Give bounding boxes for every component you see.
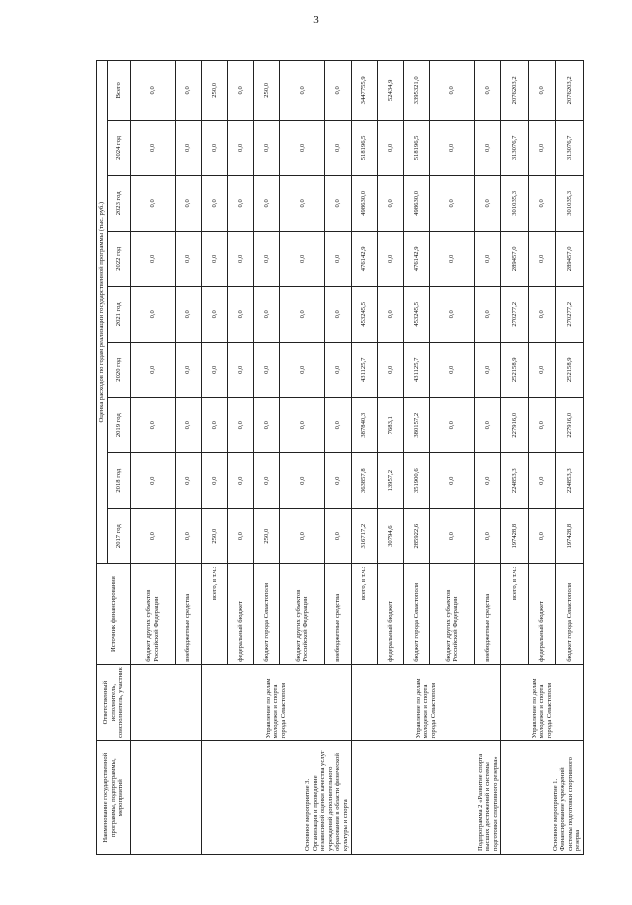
year-value-cell: 7683,1 xyxy=(377,398,403,453)
year-value-cell: 0,0 xyxy=(325,287,351,342)
year-value-cell: 0,0 xyxy=(201,287,227,342)
funding-source-cell: бюджет города Севастополя xyxy=(254,564,280,664)
year-value-cell: 0,0 xyxy=(227,453,253,508)
year-value-cell: 0,0 xyxy=(475,231,501,286)
funding-source-cell: бюджет города Севастополя xyxy=(403,564,429,664)
year-value-cell: 270277,2 xyxy=(556,287,584,342)
total-value-cell: 0,0 xyxy=(528,61,555,121)
funding-source-cell: внебюджетные средства xyxy=(325,564,351,664)
funding-source-cell: внебюджетные средства xyxy=(175,564,201,664)
year-value-cell: 227916,0 xyxy=(556,398,584,453)
year-value-cell: 0,0 xyxy=(175,508,201,563)
responsible-cell xyxy=(130,664,201,741)
year-value-cell: 498630,0 xyxy=(351,176,377,231)
year-value-cell: 0,0 xyxy=(130,398,175,453)
page-number: 3 xyxy=(313,14,319,26)
header-year: 2022 год xyxy=(107,231,130,286)
year-value-cell: 0,0 xyxy=(430,398,475,453)
year-value-cell: 0,0 xyxy=(325,120,351,175)
year-value-cell: 0,0 xyxy=(227,120,253,175)
year-value-cell: 0,0 xyxy=(201,176,227,231)
year-value-cell: 0,0 xyxy=(280,508,325,563)
header-responsible: Ответственный исполнитель, соисполнитель, участник xyxy=(97,664,131,741)
year-value-cell: 197428,8 xyxy=(556,508,584,563)
table-row xyxy=(351,61,377,855)
year-value-cell: 0,0 xyxy=(475,453,501,508)
year-value-cell: 0,0 xyxy=(175,231,201,286)
funding-source-cell: федеральный бюджет xyxy=(528,564,555,664)
year-value-cell: 476142,9 xyxy=(351,231,377,286)
funding-source-cell: всего, в т.ч.: xyxy=(501,564,528,664)
year-value-cell: 0,0 xyxy=(377,120,403,175)
year-value-cell: 0,0 xyxy=(325,508,351,563)
year-value-cell: 0,0 xyxy=(528,342,555,397)
year-value-cell: 0,0 xyxy=(201,342,227,397)
total-value-cell: 0,0 xyxy=(325,61,351,121)
funding-source-cell: внебюджетные средства xyxy=(475,564,501,664)
year-value-cell: 0,0 xyxy=(201,120,227,175)
header-total: Всего xyxy=(107,61,130,121)
year-value-cell: 0,0 xyxy=(430,508,475,563)
year-value-cell: 0,0 xyxy=(175,287,201,342)
year-value-cell: 316717,2 xyxy=(351,508,377,563)
year-value-cell: 0,0 xyxy=(325,453,351,508)
total-value-cell: 0,0 xyxy=(475,61,501,121)
funding-source-cell: всего, в т.ч.: xyxy=(351,564,377,664)
responsible-cell: Управление по делам молодежи и спорта города Севастополя xyxy=(351,664,501,741)
year-value-cell: 252158,9 xyxy=(556,342,584,397)
total-value-cell: 0,0 xyxy=(130,61,175,121)
header-estimate: Оценка расходов по годам реализации государственной программы (тыс. руб.) xyxy=(97,61,108,564)
year-value-cell: 0,0 xyxy=(130,453,175,508)
year-value-cell: 0,0 xyxy=(325,398,351,453)
year-value-cell: 0,0 xyxy=(201,453,227,508)
year-value-cell: 197428,8 xyxy=(501,508,528,563)
year-value-cell: 0,0 xyxy=(475,342,501,397)
year-value-cell: 453245,5 xyxy=(403,287,429,342)
year-value-cell: 0,0 xyxy=(175,342,201,397)
year-value-cell: 498630,0 xyxy=(403,176,429,231)
year-value-cell: 0,0 xyxy=(201,398,227,453)
total-value-cell: 250,0 xyxy=(201,61,227,121)
year-value-cell: 0,0 xyxy=(254,176,280,231)
year-value-cell: 0,0 xyxy=(377,287,403,342)
year-value-cell: 518196,5 xyxy=(403,120,429,175)
total-value-cell: 3395321,0 xyxy=(403,61,429,121)
year-value-cell: 0,0 xyxy=(528,453,555,508)
year-value-cell: 0,0 xyxy=(227,508,253,563)
year-value-cell: 0,0 xyxy=(130,287,175,342)
year-value-cell: 0,0 xyxy=(280,342,325,397)
program-name-cell xyxy=(130,741,201,855)
year-value-cell: 0,0 xyxy=(227,342,253,397)
year-value-cell: 0,0 xyxy=(528,398,555,453)
year-value-cell: 0,0 xyxy=(175,398,201,453)
year-value-cell: 0,0 xyxy=(280,398,325,453)
total-value-cell: 250,0 xyxy=(254,61,280,121)
table-body xyxy=(130,61,583,855)
total-value-cell: 3447755,9 xyxy=(351,61,377,121)
year-value-cell: 250,0 xyxy=(254,508,280,563)
year-value-cell: 0,0 xyxy=(430,453,475,508)
year-value-cell: 0,0 xyxy=(280,287,325,342)
year-value-cell: 387840,3 xyxy=(351,398,377,453)
total-value-cell: 0,0 xyxy=(227,61,253,121)
year-value-cell: 0,0 xyxy=(475,120,501,175)
funding-source-cell: бюджет других субъектов Российской Федерации xyxy=(430,564,475,664)
year-value-cell: 0,0 xyxy=(430,287,475,342)
responsible-cell: Управление по делам молодежи и спорта города Севастополя xyxy=(501,664,584,741)
table-row xyxy=(201,61,227,855)
year-value-cell: 351900,6 xyxy=(403,453,429,508)
year-value-cell: 30794,6 xyxy=(377,508,403,563)
year-value-cell: 224853,3 xyxy=(556,453,584,508)
header-year: 2017 год xyxy=(107,508,130,563)
total-value-cell: 2076203,2 xyxy=(556,61,584,121)
funding-source-cell: бюджет города Севастополя xyxy=(556,564,584,664)
program-name-cell: Основное мероприятие 3. Организация и проведение независимой оценки качества услуг учреждений дополнительного образования в области физической культуры и спорта xyxy=(201,741,351,855)
responsible-cell: Управление по делам молодежи и спорта города Севастополя xyxy=(201,664,351,741)
header-source: Источник финансирования xyxy=(97,564,131,664)
year-value-cell: 0,0 xyxy=(430,120,475,175)
year-value-cell: 476142,9 xyxy=(403,231,429,286)
funding-source-cell: федеральный бюджет xyxy=(377,564,403,664)
year-value-cell: 380157,2 xyxy=(403,398,429,453)
total-value-cell: 2076203,2 xyxy=(501,61,528,121)
year-value-cell: 518196,5 xyxy=(351,120,377,175)
total-value-cell: 0,0 xyxy=(430,61,475,121)
year-value-cell: 0,0 xyxy=(325,231,351,286)
year-value-cell: 0,0 xyxy=(377,342,403,397)
year-value-cell: 0,0 xyxy=(430,342,475,397)
year-value-cell: 431125,7 xyxy=(351,342,377,397)
funding-table xyxy=(96,60,584,855)
total-value-cell: 0,0 xyxy=(280,61,325,121)
year-value-cell: 0,0 xyxy=(377,176,403,231)
year-value-cell: 270277,2 xyxy=(501,287,528,342)
year-value-cell: 252158,9 xyxy=(501,342,528,397)
funding-source-cell: всего, в т.ч.: xyxy=(201,564,227,664)
year-value-cell: 0,0 xyxy=(227,287,253,342)
header-year: 2018 год xyxy=(107,453,130,508)
year-value-cell: 0,0 xyxy=(227,398,253,453)
year-value-cell: 0,0 xyxy=(280,453,325,508)
year-value-cell: 0,0 xyxy=(475,398,501,453)
year-value-cell: 0,0 xyxy=(430,176,475,231)
total-value-cell: 0,0 xyxy=(175,61,201,121)
funding-source-cell: федеральный бюджет xyxy=(227,564,253,664)
year-value-cell: 363857,8 xyxy=(351,453,377,508)
funding-source-cell: бюджет других субъектов Российской Федерации xyxy=(130,564,175,664)
table-row xyxy=(501,61,528,855)
year-value-cell: 0,0 xyxy=(254,120,280,175)
year-value-cell: 0,0 xyxy=(227,231,253,286)
header-year: 2021 год xyxy=(107,287,130,342)
year-value-cell: 0,0 xyxy=(280,176,325,231)
funding-source-cell: бюджет других субъектов Российской Федерации xyxy=(280,564,325,664)
year-value-cell: 0,0 xyxy=(130,508,175,563)
year-value-cell: 0,0 xyxy=(130,120,175,175)
year-value-cell: 0,0 xyxy=(528,231,555,286)
year-value-cell: 0,0 xyxy=(528,508,555,563)
year-value-cell: 453245,5 xyxy=(351,287,377,342)
year-value-cell: 0,0 xyxy=(130,176,175,231)
year-value-cell: 250,0 xyxy=(201,508,227,563)
header-row-top xyxy=(97,61,108,855)
year-value-cell: 0,0 xyxy=(377,231,403,286)
year-value-cell: 224853,3 xyxy=(501,453,528,508)
year-value-cell: 0,0 xyxy=(130,231,175,286)
year-value-cell: 0,0 xyxy=(175,120,201,175)
header-year: 2020 год xyxy=(107,342,130,397)
table-row xyxy=(130,61,175,855)
year-value-cell: 301035,3 xyxy=(556,176,584,231)
year-value-cell: 289457,0 xyxy=(556,231,584,286)
year-value-cell: 0,0 xyxy=(475,287,501,342)
year-value-cell: 313076,7 xyxy=(501,120,528,175)
program-name-cell: Основное мероприятие 1. Финансирование учреждений системы подготовки спортивного резерва xyxy=(501,741,584,855)
program-name-cell: Подпрограмма 2 «Развитие спорта высших достижений и системы подготовки спортивного резерва» xyxy=(351,741,501,855)
year-value-cell: 0,0 xyxy=(254,342,280,397)
header-name: Наименование государственной программы, подпрограммы, мероприятий xyxy=(97,741,131,855)
year-value-cell: 0,0 xyxy=(254,287,280,342)
year-value-cell: 227916,0 xyxy=(501,398,528,453)
year-value-cell: 313076,7 xyxy=(556,120,584,175)
year-value-cell: 0,0 xyxy=(475,176,501,231)
year-value-cell: 0,0 xyxy=(475,508,501,563)
year-value-cell: 0,0 xyxy=(280,120,325,175)
year-value-cell: 0,0 xyxy=(130,342,175,397)
year-value-cell: 0,0 xyxy=(175,453,201,508)
year-value-cell: 0,0 xyxy=(528,287,555,342)
header-year: 2023 год xyxy=(107,176,130,231)
total-value-cell: 52434,9 xyxy=(377,61,403,121)
year-value-cell: 301035,3 xyxy=(501,176,528,231)
year-value-cell: 0,0 xyxy=(528,120,555,175)
year-value-cell: 0,0 xyxy=(528,176,555,231)
year-value-cell: 285922,6 xyxy=(403,508,429,563)
year-value-cell: 0,0 xyxy=(175,176,201,231)
year-value-cell: 0,0 xyxy=(254,398,280,453)
year-value-cell: 0,0 xyxy=(430,231,475,286)
year-value-cell: 0,0 xyxy=(280,231,325,286)
year-value-cell: 431125,7 xyxy=(403,342,429,397)
year-value-cell: 0,0 xyxy=(325,176,351,231)
year-value-cell: 0,0 xyxy=(254,453,280,508)
rotated-table-container xyxy=(96,60,584,855)
year-value-cell: 0,0 xyxy=(227,176,253,231)
year-value-cell: 0,0 xyxy=(254,231,280,286)
header-year: 2024 год xyxy=(107,120,130,175)
header-year: 2019 год xyxy=(107,398,130,453)
year-value-cell: 13957,2 xyxy=(377,453,403,508)
year-value-cell: 289457,0 xyxy=(501,231,528,286)
year-value-cell: 0,0 xyxy=(325,342,351,397)
year-value-cell: 0,0 xyxy=(201,231,227,286)
